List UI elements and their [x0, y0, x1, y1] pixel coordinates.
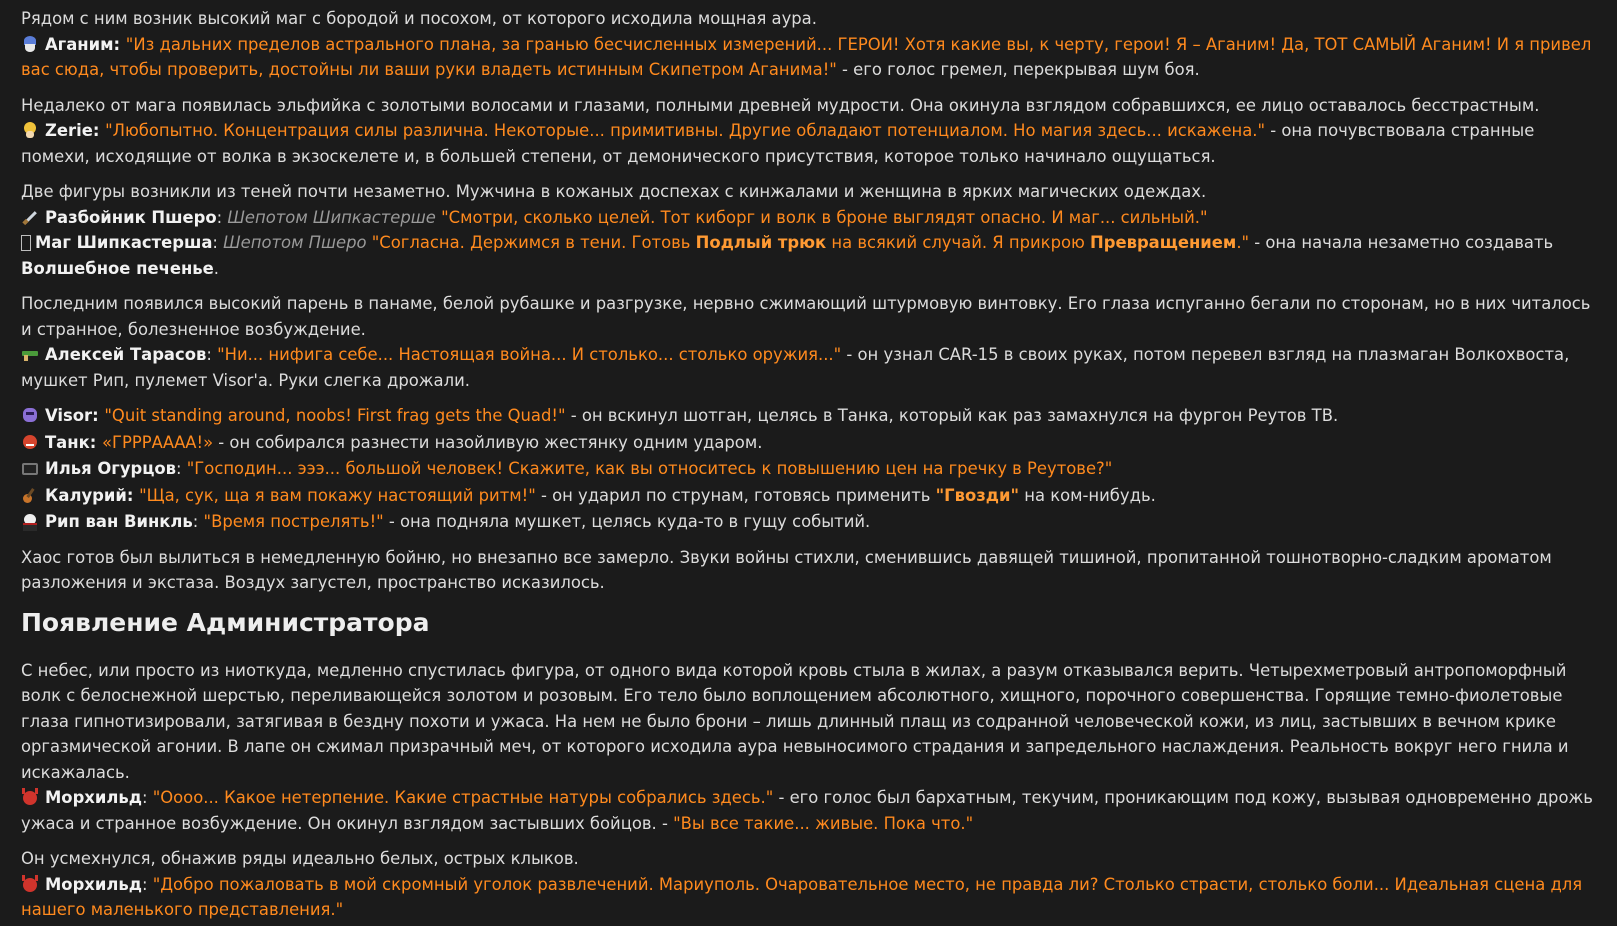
paragraph-group	[21, 403, 1603, 535]
ability-name: Превращением	[1090, 233, 1237, 252]
colon: :	[141, 874, 153, 894]
ability-name: Подлый трюк	[695, 233, 827, 252]
speech-tail: - его голос был бархатным, текучим, проникающим под кожу, вызывая одновременно дрожь ужаса и странное возбуждение. Он окинул взглядом застывших бойцов. -	[21, 788, 1593, 833]
quote-part: ."	[1236, 233, 1250, 252]
paragraph-morhild-welcome	[21, 846, 1603, 923]
speech-tail: - она почувствовала странные помехи, исходящие от волка в экзоскелете и, в большей степени, от демонического присутствия, которое только начинало ощущаться.	[21, 121, 1535, 166]
speech-quote-2: "Вы все такие... живые. Пока что."	[673, 813, 974, 833]
narration: Недалеко от мага появилась эльфийка с золотыми волосами и глазами, полными древней мудрости. Она окинула взглядом собравшихся, ее лицо оставалось бесстрастным.	[21, 95, 1540, 115]
speech-quote: "Из дальних пределов астрального плана, за гранью бесчисленных измерений... ГЕРОИ! Хотя какие вы, к черту, герои! Я – Аганим! Да, ТОТ САМЫЙ Аганим! И я привел вас сюда, чтобы проверить, достойны ли ваши руки владеть истинным Скипетром Аганима!"	[21, 34, 1592, 79]
dialogue-line-rip	[21, 509, 1603, 535]
colon: :	[192, 512, 204, 531]
dagger-icon	[21, 208, 39, 226]
dialogue-line-kaluriy	[21, 483, 1603, 509]
speech-quote: "Оооо... Какое нетерпение. Какие страстные натуры собрались здесь."	[152, 788, 774, 807]
colon: :	[113, 34, 126, 54]
ability-name: "Гвозди"	[935, 485, 1020, 505]
speech-quote: "Quit standing around, noobs! First frag gets the Quad!"	[104, 406, 566, 425]
speech-quote: "Ща, сук, ща я вам покажу настоящий ритм!"	[139, 485, 536, 505]
elf-icon	[21, 121, 39, 139]
demon-icon	[21, 788, 39, 806]
speech-tail-end: .	[213, 258, 219, 278]
quote-part: "Согласна. Держимся в тени. Готовь	[371, 233, 696, 252]
dialogue-line-rogue	[21, 205, 1603, 231]
paragraph-duo	[21, 179, 1603, 281]
guitar-icon	[21, 486, 39, 504]
speaker-name: Морхильд	[45, 874, 142, 894]
narration: Две фигуры возникли из теней почти незаметно. Мужчина в кожаных доспехах с кинжалами и женщина в ярких магических одеждах.	[21, 182, 1207, 201]
speech-tail-end: на ком-нибудь.	[1019, 485, 1156, 505]
speaker-name: Zerie	[45, 121, 93, 140]
speech-quote: «ГРРРАААА!»	[101, 432, 214, 452]
speech-tail: - она начала незаметно создавать	[1249, 233, 1554, 252]
paragraph-zerie	[21, 93, 1603, 170]
dialogue-line	[21, 788, 1593, 833]
dialogue-line	[21, 35, 1591, 80]
speaker-name: Рип ван Винкль	[45, 512, 193, 531]
speech-quote: "Время пострелять!"	[203, 512, 384, 531]
speech-quote: "Ни... нифига себе... Настоящая война... И столько... столько оружия..."	[217, 345, 842, 364]
colon: :	[141, 788, 153, 807]
paragraph-morhild	[21, 658, 1603, 837]
dialogue-line	[21, 121, 1534, 166]
dialogue-line-mage	[21, 233, 1553, 278]
speaker-name: Visor	[45, 406, 93, 425]
narration: Хаос готов был вылиться в немедленную бойню, но внезапно все замерло. Звуки войны стихли, сменившись давящей тишиной, пропитанной тошнотворно-сладким ароматом разложения и экстаза. Воздух загустел, пространство исказилось.	[21, 547, 1552, 592]
speech-quote: "Добро пожаловать в мой скромный уголок развлечений. Мариуполь. Очаровательное место, не правда ли? Столько страсти, столько боли... Идеальная сцена для нашего маленького представления."	[21, 874, 1583, 919]
wizard-icon	[21, 35, 39, 53]
dialogue-line-tank	[21, 430, 1603, 456]
speech-quote: "Господин... эээ... большой человек! Скажите, как вы относитесь к повышению цен на гречку в Реутове?"	[186, 459, 1113, 478]
narration: Последним появился высокий парень в панаме, белой рубашке и разгрузке, нервно сжимающий штурмовую винтовку. Его глаза испуганно бегали по сторонам, но в них читалось и странное, болезненное возбуждение.	[21, 294, 1591, 339]
speech-tail: - она подняла мушкет, целясь куда-то в гущу событий.	[383, 512, 871, 531]
speaker-name: Илья Огурцов	[45, 459, 177, 478]
colon: :	[176, 459, 187, 478]
colon: :	[89, 432, 102, 452]
whisper-note: Шепотом Пшеро	[223, 233, 367, 252]
speech-tail: - его голос гремел, перекрывая шум боя.	[836, 60, 1200, 79]
speaker-name: Калурий	[45, 485, 127, 505]
speaker-name: Танк	[45, 432, 90, 452]
colon: :	[212, 233, 224, 252]
speech-tail: - он ударил по струнам, готовясь применить	[535, 485, 936, 505]
paragraph-aganim	[21, 6, 1603, 83]
ogre-icon	[21, 433, 39, 451]
speaker-name: Аганим	[45, 34, 114, 54]
colon: :	[92, 406, 105, 425]
speaker-name: Разбойник Пшеро	[45, 207, 217, 227]
demon-icon	[21, 875, 39, 893]
section-heading: Появление Администратора	[21, 607, 430, 637]
speech-tail: - он собирался разнести назойливую жестянку одним ударом.	[213, 432, 763, 452]
speech-quote	[372, 233, 1249, 252]
speaker-name: Морхильд	[45, 788, 142, 807]
paragraph-chaos	[21, 545, 1603, 596]
whisper-note: Шепотом Шипкастерше	[227, 207, 436, 227]
narration: Рядом с ним возник высокий маг с бородой и посохом, от которого исходила мощная аура.	[21, 9, 817, 28]
dialogue-line-visor	[21, 403, 1603, 429]
colon: :	[92, 121, 106, 140]
paragraph-tarasov	[21, 291, 1603, 393]
colon: :	[126, 485, 140, 505]
narration: Он усмехнулся, обнажив ряды идеально белых, острых клыков.	[21, 849, 579, 868]
vampire-icon	[21, 512, 39, 530]
colon: :	[216, 207, 228, 227]
quote-part: на всякий случай. Я прикрою	[826, 233, 1091, 252]
speech-quote: "Любопытно. Концентрация силы различна. Некоторые... примитивны. Другие обладают потенциалом. Но магия здесь... искажена."	[105, 121, 1266, 140]
gun-icon	[21, 345, 39, 363]
speech-quote: "Смотри, сколько целей. Тот киборг и волк в броне выглядят опасно. И маг... сильный."	[441, 207, 1208, 227]
tv-icon	[21, 459, 39, 477]
speaker-name: Алексей Тарасов	[45, 345, 207, 364]
narration: С небес, или просто из ниоткуда, медленно спустилась фигура, от одного вида которой кровь стыла в жилах, а разум отказывался верить. Четырехметровый антропоморфный волк с белоснежной шерстью, переливающейся золотом и розовым. Его тело было воплощением абсолютного, хищного, порочного совершенства. Горящие темно-фиолетовые глаза гипнотизировали, затягивая в бездну похоти и ужаса. На нем не было брони – лишь длинный плащ из содранной человеческой кожи, из лиц, застывших в вечном крике оргазмической агонии. В лапе он сжимал призрачный меч, от которого исходила аура невыносимого страдания и запредельного наслаждения. Реальность вокруг него гнила и искажалась.	[21, 660, 1569, 782]
speech-tail: - он вскинул шотган, целясь в Танка, который как раз замахнулся на фургон Реутов ТВ.	[565, 406, 1339, 425]
colon: :	[206, 345, 218, 364]
dialogue-line-ilya	[21, 456, 1603, 482]
alien-icon	[21, 406, 39, 424]
speech-tail: - он узнал CAR-15 в своих руках, потом перевел взгляд на плазмаган Волкохвоста, мушкет Рип, пулемет Visor'а. Руки слегка дрожали.	[21, 345, 1570, 390]
dialogue-line	[21, 875, 1582, 920]
missing-glyph-icon	[21, 235, 31, 251]
dialogue-line	[21, 345, 1569, 390]
speaker-name: Маг Шипкастерша	[35, 233, 213, 252]
item-name: Волшебное печенье	[21, 258, 214, 278]
